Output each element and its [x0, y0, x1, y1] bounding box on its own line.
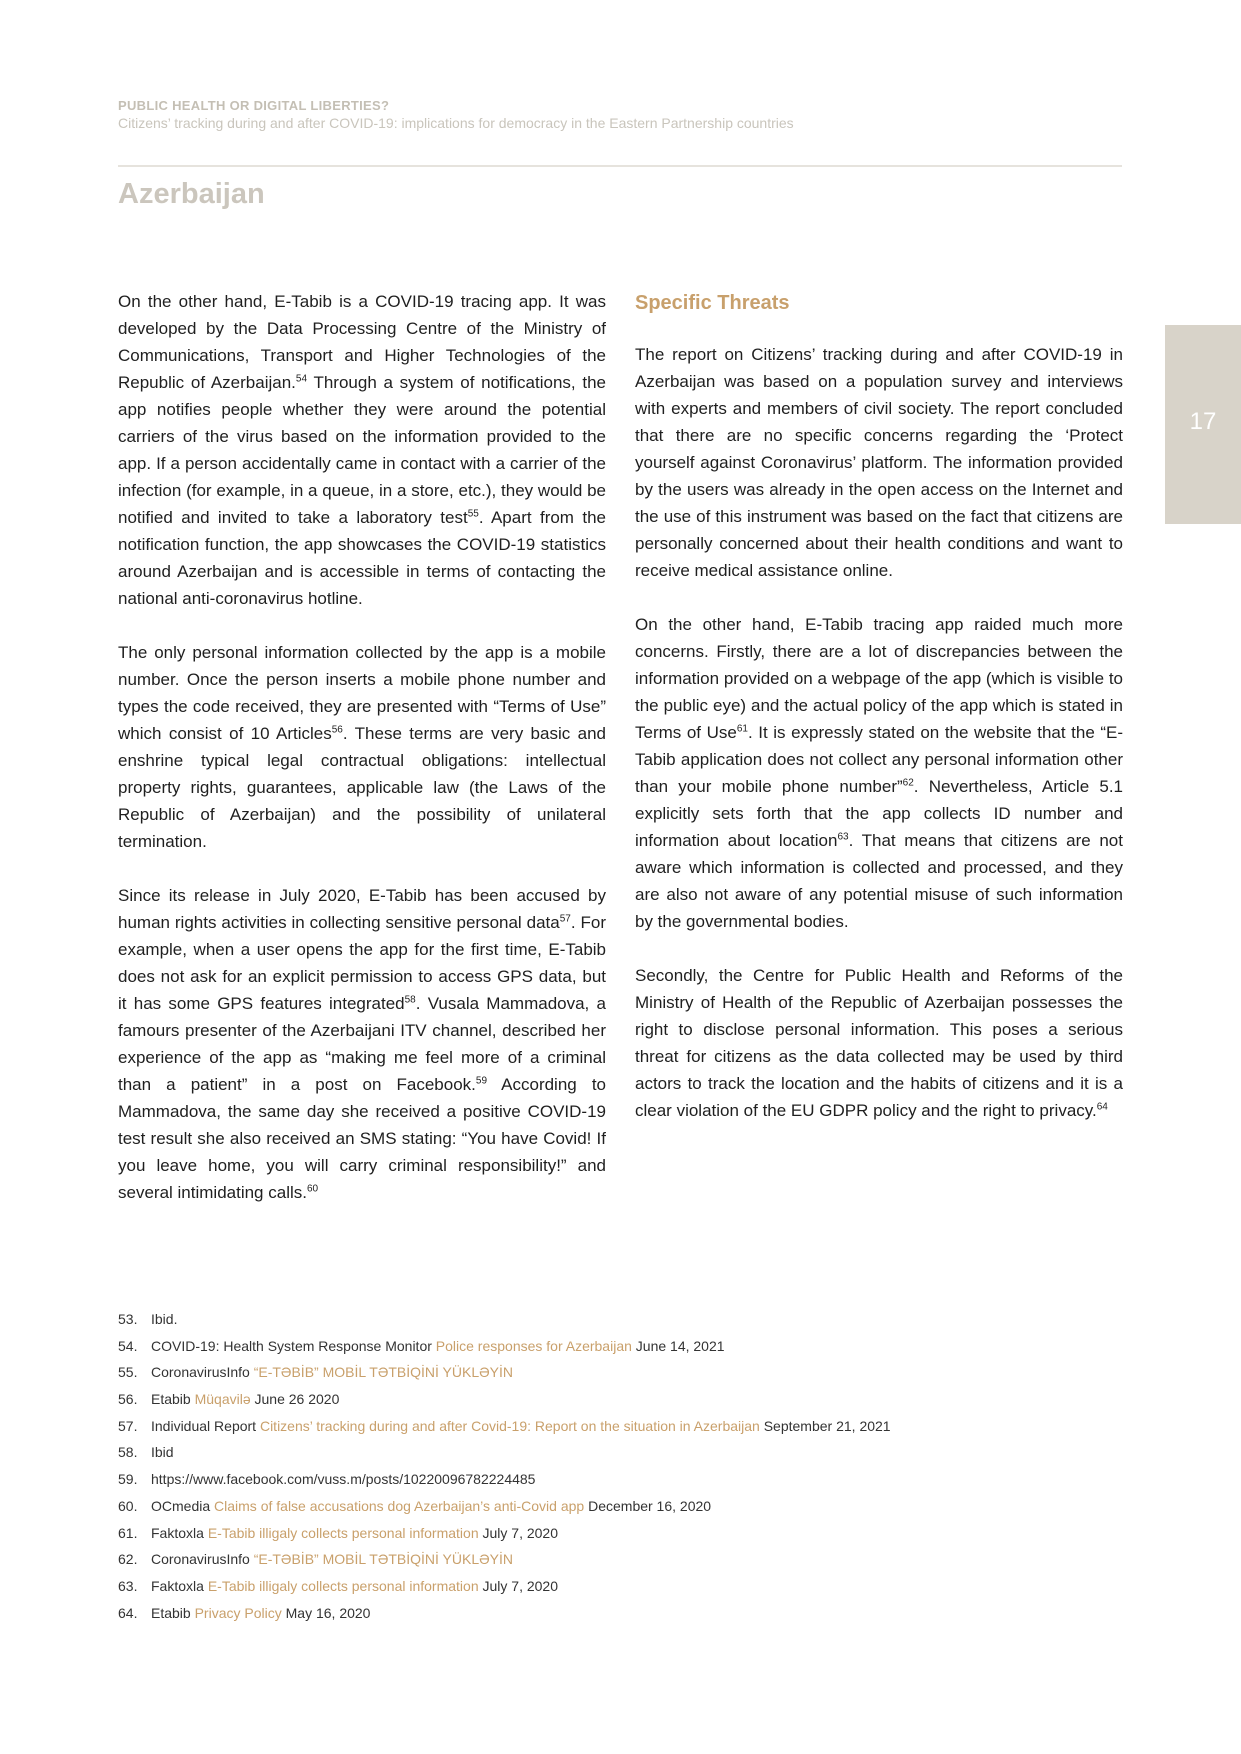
- footnote-number: 60.: [118, 1497, 138, 1514]
- footnote-number: 58.: [118, 1444, 138, 1461]
- footnote-item: [118, 1546, 1118, 1573]
- report-kicker: PUBLIC HEALTH OR DIGITAL LIBERTIES?: [118, 98, 390, 113]
- right-column: [635, 288, 1123, 1151]
- footnote-marker[interactable]: 58: [404, 994, 416, 1006]
- footnote-marker[interactable]: 56: [331, 724, 343, 736]
- footnote-number: 53.: [118, 1311, 138, 1327]
- paragraph-text: The only personal information collected by the app is a mobile number. Once the person inserts a mobile phone number and types the code received, they are presented with “Terms of Use” which consist of 10 Articles: [118, 643, 606, 743]
- footnote-number: 61.: [118, 1524, 138, 1541]
- footnote-link[interactable]: E-Tabib illigaly collects personal information: [207, 1524, 479, 1541]
- paragraph-text: . Apart from the notification function, the app showcases the COVID-19 statistics around Azerbaijan and is accessible in terms of contacting the national anti-coronavirus hotline.: [118, 508, 606, 608]
- footnote-marker[interactable]: 59: [475, 1075, 488, 1087]
- left-column: [118, 288, 606, 1233]
- footnote-number: 57.: [118, 1417, 138, 1434]
- footnote-source: https://www.facebook.com/vuss.m/posts/10220096782224485: [151, 1471, 536, 1488]
- footnote-number: 54.: [118, 1337, 138, 1354]
- footnotes-list: [118, 1306, 1118, 1626]
- footnote-source: Ibid: [151, 1444, 174, 1461]
- footnote-item: [118, 1573, 1118, 1600]
- footnote-source: CoronavirusInfo: [151, 1364, 254, 1381]
- footnote-date: June 26 2020: [250, 1391, 340, 1408]
- paragraph-text: . Nevertheless, Article 5.1 explicitly sets forth that the app collects ID number and information about location: [635, 777, 1123, 850]
- paragraph-text: . For example, when a user opens the app for the first time, E-Tabib does not ask for an explicit permission to access GPS data, but it has some GPS features integrated: [118, 913, 607, 1013]
- footnote-date: July 7, 2020: [478, 1524, 558, 1541]
- footnote-source: Individual Report: [151, 1417, 260, 1434]
- footnote-item: [118, 1493, 1118, 1520]
- footnote-date: September 21, 2021: [759, 1417, 891, 1434]
- paragraph: [118, 639, 606, 855]
- footnote-marker[interactable]: 55: [467, 508, 479, 520]
- footnote-source: OCmedia: [151, 1497, 215, 1514]
- footnote-link[interactable]: Privacy Policy: [194, 1604, 282, 1621]
- footnote-source: Etabib: [151, 1604, 195, 1621]
- footnote-source: COVID-19: Health System Response Monitor: [151, 1337, 436, 1354]
- footnote-date: July 7, 2020: [478, 1577, 558, 1594]
- header-divider: [118, 165, 1122, 167]
- paragraph: [635, 962, 1123, 1124]
- country-heading: Azerbaijan: [118, 178, 265, 210]
- footnote-number: 64.: [118, 1604, 138, 1621]
- footnote-date: June 14, 2021: [631, 1337, 725, 1354]
- footnote-date: May 16, 2020: [281, 1604, 371, 1621]
- footnote-item: [118, 1306, 1118, 1333]
- footnote-number: 55.: [118, 1364, 138, 1381]
- paragraph-text: Since its release in July 2020, E-Tabib has been accused by human rights activities in collecting sensitive personal data: [118, 886, 606, 932]
- paragraph: [635, 611, 1123, 935]
- footnote-marker[interactable]: 57: [559, 913, 571, 925]
- footnote-item: [118, 1466, 1118, 1493]
- paragraph-text: . These terms are very basic and enshrine typical legal contractual obligations: intellectual property rights, guarantees, applicable law (the Laws of the Republic of Azerbaijan) and the possibility of unilateral termination.: [118, 724, 606, 851]
- footnote-source: Faktoxla: [151, 1524, 208, 1541]
- footnote-link[interactable]: Police responses for Azerbaijan: [435, 1337, 632, 1354]
- footnote-item: [118, 1359, 1118, 1386]
- footnote-item: [118, 1386, 1118, 1413]
- footnote-source: CoronavirusInfo: [151, 1551, 254, 1568]
- footnote-source: Etabib: [151, 1391, 195, 1408]
- footnote-link[interactable]: Claims of false accusations dog Azerbaijan’s anti-Covid app: [214, 1497, 585, 1514]
- paragraph-text: . That means that citizens are not aware which information is collected and processed, and they are also not aware of any potential misuse of such information by the governmental bodies.: [635, 831, 1123, 931]
- footnote-item: [118, 1439, 1118, 1466]
- footnote-marker[interactable]: 54: [295, 373, 308, 385]
- footnote-item: [118, 1600, 1118, 1627]
- paragraph-text: On the other hand, E-Tabib is a COVID-19 tracing app. It was developed by the Data Processing Centre of the Ministry of Communications, Transport and Higher Technologies of the Republic of Azerbaijan.: [118, 292, 606, 392]
- paragraph-text: On the other hand, E-Tabib tracing app raided much more concerns. Firstly, there are a lot of discrepancies between the information provided on a webpage of the app (which is visible to the public eye) and the actual policy of the app which is stated in Terms of Use: [635, 615, 1123, 742]
- footnote-marker[interactable]: 63: [837, 831, 849, 843]
- paragraph-text: . Vusala Mammadova, a famours presenter of the Azerbaijani ITV channel, described her experience of the app as “making me feel more of a criminal than a patient” in a post on Facebook.: [118, 994, 606, 1094]
- paragraph: [118, 882, 606, 1206]
- paragraph-text: Through a system of notifications, the app notifies people whether they were around the potential carriers of the virus based on the information provided to the app. If a person accidentally came in contact with a carrier of the infection (for example, in a queue, in a store, etc.), they would be notified and invited to take a laboratory test: [118, 373, 607, 527]
- page-number: 17: [1189, 408, 1217, 435]
- footnote-marker[interactable]: 60: [306, 1183, 319, 1195]
- footnote-marker[interactable]: 62: [902, 777, 914, 789]
- footnote-link[interactable]: E-Tabib illigaly collects personal information: [207, 1577, 479, 1594]
- paragraph-text: . It is expressly stated on the website that the “E-Tabib application does not collect any personal information other than your mobile phone number”: [635, 723, 1123, 796]
- footnote-marker[interactable]: 61: [736, 723, 748, 735]
- footnote-number: 59.: [118, 1471, 138, 1488]
- footnote-item: [118, 1333, 1118, 1360]
- running-header: [118, 97, 1118, 132]
- paragraph: [118, 288, 606, 612]
- footnote-date: December 16, 2020: [584, 1497, 712, 1514]
- report-subtitle: Citizens’ tracking during and after COVID-19: implications for democracy in the Eastern Partnership countries: [118, 115, 794, 131]
- footnote-link[interactable]: “E-TƏBİB” MOBİL TƏTBİQİNİ YÜKLƏYİN: [253, 1364, 513, 1381]
- footnote-item: [118, 1413, 1118, 1440]
- footnote-source: Ibid.: [151, 1311, 178, 1327]
- footnote-number: 56.: [118, 1391, 138, 1408]
- section-title: Specific Threats: [635, 292, 790, 314]
- footnote-link[interactable]: Citizens’ tracking during and after Covid-19: Report on the situation in Azerbaijan: [259, 1417, 760, 1434]
- footnote-source: Faktoxla: [151, 1577, 208, 1594]
- paragraph-text: Secondly, the Centre for Public Health and Reforms of the Ministry of Health of the Republic of Azerbaijan possesses the right to disclose personal information. This poses a serious threat for citizens as the data collected may be used by third actors to track the location and the habits of citizens and it is a clear violation of the EU GDPR policy and the right to privacy.: [635, 966, 1123, 1120]
- footnote-link[interactable]: “E-TƏBİB” MOBİL TƏTBİQİNİ YÜKLƏYİN: [253, 1551, 513, 1568]
- footnote-item: [118, 1520, 1118, 1547]
- footnote-marker[interactable]: 64: [1096, 1101, 1108, 1113]
- footnote-link[interactable]: Müqavilə: [194, 1391, 251, 1408]
- footnote-number: 63.: [118, 1577, 138, 1594]
- footnote-number: 62.: [118, 1551, 138, 1568]
- paragraph-text: The report on Citizens’ tracking during and after COVID-19 in Azerbaijan was based on a population survey and interviews with experts and members of civil society. The report concluded that there are no specific concerns regarding the ‘Protect yourself against Coronavirus’ platform. The information provided by the users was already in the open access on the Internet and the use of this instrument was based on the fact that citizens are personally concerned about their health conditions and want to receive medical assistance online.: [635, 345, 1123, 580]
- paragraph: [635, 341, 1123, 584]
- paragraph-text: According to Mammadova, the same day she received a positive COVID-19 test result she also received an SMS stating: “You have Covid! If you leave home, you will carry criminal responsibility!” and several intimidating calls.: [118, 1075, 607, 1202]
